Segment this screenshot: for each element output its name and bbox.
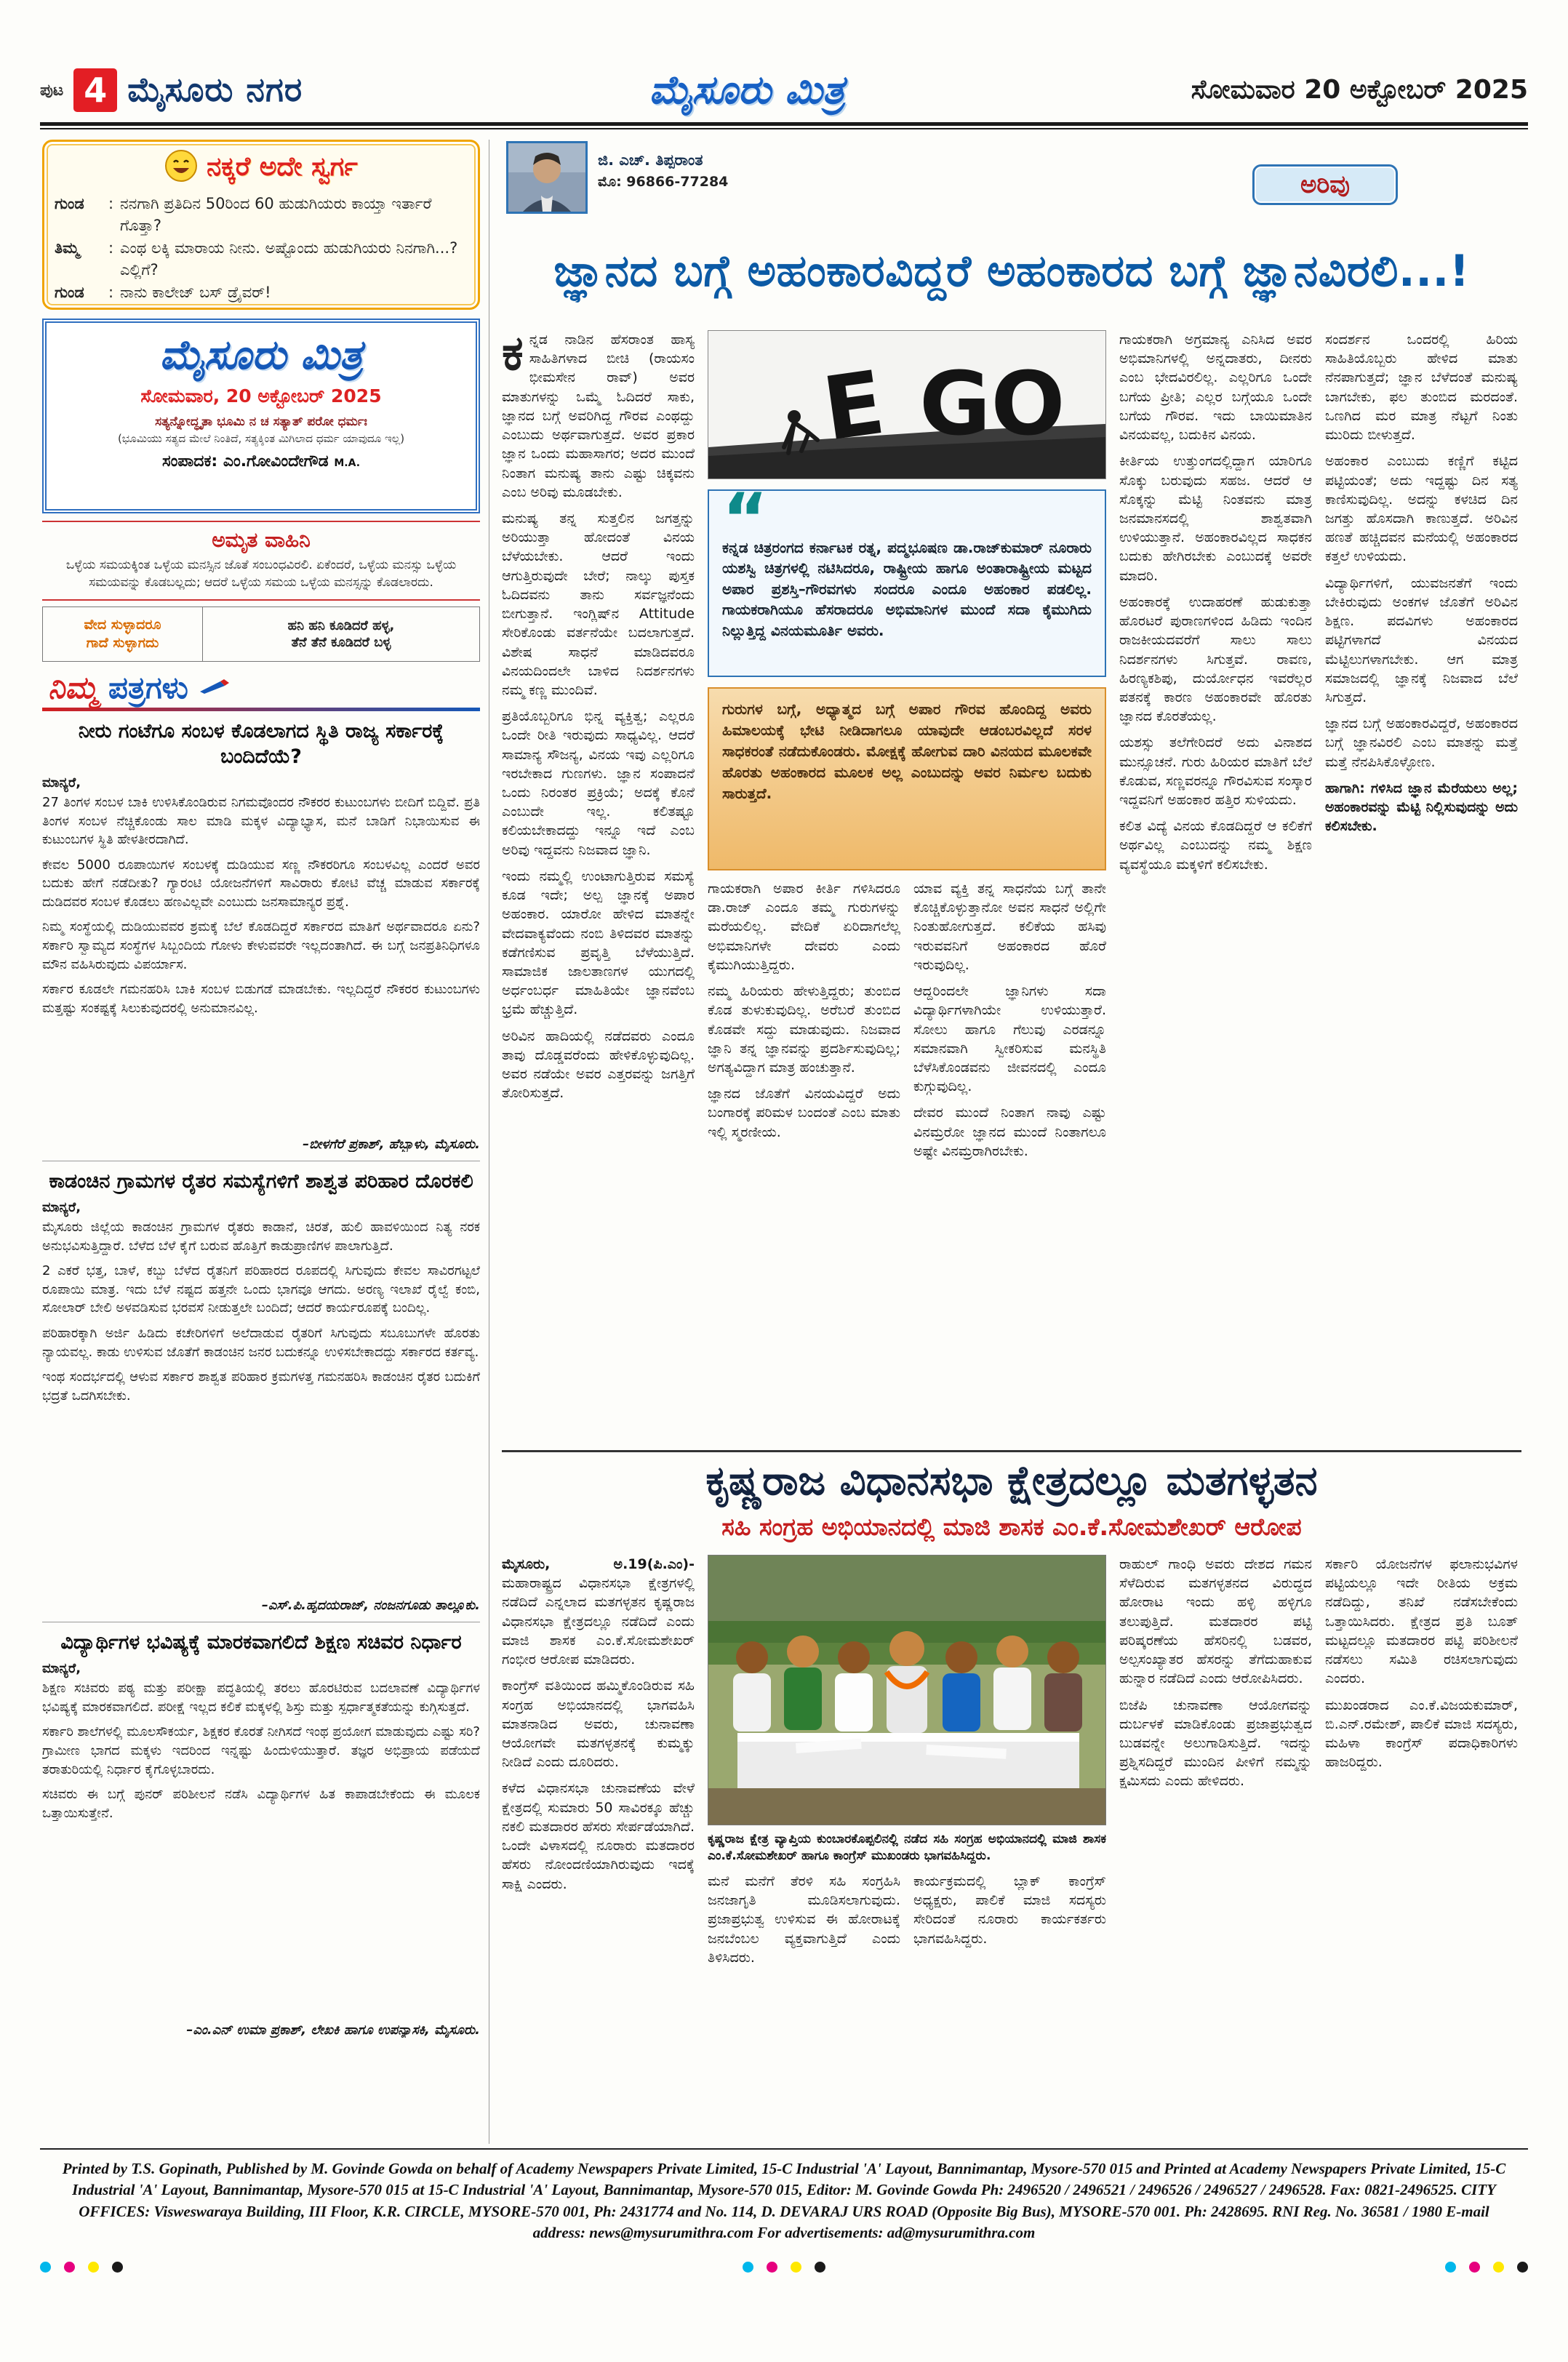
body-paragraph: ಅಹಂಕಾರ ಎಂಬುದು ಕಣ್ಣಿಗೆ ಕಟ್ಟಿದ ಪಟ್ಟಿಯಂತೆ; ಅದು ಇದ್ದಷ್ಟು ದಿನ ಸತ್ಯ ಕಾಣಿಸುವುದಿಲ್ಲ. ಅದನ್ನು ಕಳಚಿದ ದಿನ ಜಗತ್ತು ಹೊಸದಾಗಿ ಕಾಣುತ್ತದೆ. ಅರಿವಿನ ಹಣತೆ ಹಚ್ಚಿದವನ ಮನೆಯಲ್ಲಿ ಅಹಂಕಾರದ ಕತ್ತಲೆ ಉಳಿಯದು. (1325, 453, 1518, 565)
joke-text: ನಾನು ಕಾಲೇಜ್ ಬಸ್ ಡ್ರೈವರ್! (120, 283, 271, 301)
vote-column-2 (708, 1872, 900, 2090)
registration-dot (64, 2262, 75, 2273)
vote-article-subhead: ಸಹಿ ಸಂಗ್ರಹ ಅಭಿಯಾನದಲ್ಲಿ ಮಾಜಿ ಶಾಸಕ ಎಂ.ಕೆ.ಸೋಮಶೇಖರ್ ಆರೋಪ (721, 1513, 1302, 1541)
header-rule (40, 122, 1528, 129)
vote-column-5 (1325, 1555, 1518, 2137)
registration-dot (112, 2262, 123, 2273)
joke-speaker: ತಿಮ್ಮ (55, 239, 79, 257)
body-paragraph: ವಿದ್ಯಾರ್ಥಿಗಳಿಗೆ, ಯುವಜನತೆಗೆ ಇಂದು ಬೇಕಿರುವುದು ಅಂಕಗಳ ಜೊತೆಗೆ ಅರಿವಿನ ಶಿಕ್ಷಣ. ಪದವಿಗಳು ಅಹಂಕಾರದ ಪಟ್ಟಿಗಳಾಗದೆ ವಿನಯದ ಮೆಟ್ಟಿಲುಗಳಾಗಬೇಕು. ಆಗ ಮಾತ್ರ ಸಮಾಜದಲ್ಲಿ ಜ್ಞಾನಕ್ಕೆ ನಿಜವಾದ ಬೆಲೆ ಸಿಗುತ್ತದೆ. (1325, 575, 1518, 705)
joke-speaker: ಗುಂಡ (55, 283, 84, 301)
amruta-vahini-box (42, 521, 480, 601)
letter-salutation: ಮಾನ್ಯರೆ, (42, 1661, 81, 1677)
article-column-2 (708, 879, 900, 1443)
body-paragraph: ಪರಿಹಾರಕ್ಕಾಗಿ ಅರ್ಜಿ ಹಿಡಿದು ಕಚೇರಿಗಳಿಗೆ ಅಲೆದಾಡುವ ರೈತರಿಗೆ ಸಿಗುವುದು ಸಬೂಬುಗಳೇ ಹೊರತು ನ್ಯಾಯವಲ್ಲ. ಕಾಡು ಉಳಿಸುವ ಜೊತೆಗೆ ಕಾಡಂಚಿನ ಜನರ ಬದುಕನ್ನೂ ಉಳಿಸಬೇಕಾದದ್ದು ಸರ್ಕಾರದ ಕರ್ತವ್ಯ. (42, 1326, 480, 1360)
vote-article-headline: ಕೃಷ್ಣರಾಜ ವಿಧಾನಸಭಾ ಕ್ಷೇತ್ರದಲ್ಲೂ ಮತಗಳ್ಳತನ (705, 1457, 1318, 1505)
body-paragraph: ಯಶಸ್ಸು ತಲೆಗೇರಿದರೆ ಅದು ವಿನಾಶದ ಮುನ್ಸೂಚನೆ. ಗುರು ಹಿರಿಯರ ಮಾತಿಗೆ ಬೆಲೆ ಕೊಡುವ, ಸಣ್ಣವರನ್ನೂ ಗೌರವಿಸುವ ಸಂಸ್ಕಾರ ಇದ್ದವನಿಗೆ ಅಹಂಕಾರ ಹತ್ತಿರ ಸುಳಿಯದು. (1119, 734, 1312, 809)
header-left (40, 68, 303, 112)
registration-dot (1445, 2262, 1456, 2273)
body-paragraph: ಸರ್ಕಾರ ಕೂಡಲೇ ಗಮನಹರಿಸಿ ಬಾಕಿ ಸಂಬಳ ಬಿಡುಗಡೆ ಮಾಡಬೇಕು. ಇಲ್ಲದಿದ್ದರೆ ನೌಕರರ ಕುಟುಂಬಗಳು ಮತ್ತಷ್ಟು ಸಂಕಷ್ಟಕ್ಕೆ ಸಿಲುಕುವುದರಲ್ಲಿ ಅನುಮಾನವಿಲ್ಲ. (42, 982, 480, 1016)
body-paragraph: ಕಾಂಗ್ರೆಸ್ ವತಿಯಿಂದ ಹಮ್ಮಿಕೊಂಡಿರುವ ಸಹಿ ಸಂಗ್ರಹ ಅಭಿಯಾನದಲ್ಲಿ ಭಾಗವಹಿಸಿ ಮಾತನಾಡಿದ ಅವರು, ಚುನಾವಣಾ ಆಯೋಗವೇ ಮತಗಳ್ಳತನಕ್ಕೆ ಕುಮ್ಮಕ್ಕು ನೀಡಿದೆ ಎಂದು ದೂರಿದರು. (502, 1678, 695, 1771)
body-paragraph: ಸಂದರ್ಶನ ಒಂದರಲ್ಲಿ ಹಿರಿಯ ಸಾಹಿತಿಯೊಬ್ಬರು ಹೇಳಿದ ಮಾತು ನೆನಪಾಗುತ್ತದೆ; ಜ್ಞಾನ ಬೆಳೆದಂತೆ ಮನುಷ್ಯ ಬಾಗಬೇಕು, ಫಲ ತುಂಬಿದ ಮರದಂತೆ. ಒಣಗಿದ ಮರ ಮಾತ್ರ ನೆಟ್ಟಗೆ ನಿಂತು ಮುರಿದು ಬೀಳುತ್ತದೆ. (1325, 332, 1518, 444)
body-paragraph: ಶಿಕ್ಷಣ ಸಚಿವರು ಪಠ್ಯ ಮತ್ತು ಪರೀಕ್ಷಾ ಪದ್ಧತಿಯಲ್ಲಿ ತರಲು ಹೊರಟಿರುವ ಬದಲಾವಣೆ ವಿದ್ಯಾರ್ಥಿಗಳ ಭವಿಷ್ಯಕ್ಕೆ ಮಾರಕವಾಗಲಿದೆ. ಪರೀಕ್ಷೆ ಇಲ್ಲದ ಕಲಿಕೆ ಮಕ್ಕಳಲ್ಲಿ ಶಿಸ್ತು ಮತ್ತು ಸ್ಪರ್ಧಾತ್ಮಕತೆಯನ್ನು ಕುಗ್ಗಿಸುತ್ತದೆ. (42, 1681, 480, 1715)
editor-degree: M.A. (334, 457, 361, 469)
author-meta (598, 141, 728, 190)
body-paragraph: ಕೀರ್ತಿಯ ಉತ್ತುಂಗದಲ್ಲಿದ್ದಾಗ ಯಾರಿಗೂ ಸೊಕ್ಕು ಬರುವುದು ಸಹಜ. ಆದರೆ ಆ ಸೊಕ್ಕನ್ನು ಮೆಟ್ಟಿ ನಿಂತವನು ಮಾತ್ರ ಜನಮಾನಸದಲ್ಲಿ ಶಾಶ್ವತವಾಗಿ ಉಳಿಯುತ್ತಾನೆ. ಅಹಂಕಾರವಿಲ್ಲದ ಸಾಧಕನ ಬದುಕು ಹೇಗಿರಬೇಕು ಎಂಬುದಕ್ಕೆ ಅವರೇ ಮಾದರಿ. (1119, 453, 1312, 584)
letter-body (42, 793, 480, 1135)
masthead-box (42, 319, 480, 513)
pull-quote-box (708, 489, 1106, 677)
letter-title: ವಿದ್ಯಾರ್ಥಿಗಳ ಭವಿಷ್ಯಕ್ಕೆ ಮಾರಕವಾಗಲಿದೆ ಶಿಕ್ಷಣ ಸಚಿವರ ನಿರ್ಧಾರ (60, 1631, 462, 1654)
letter-title: ಕಾಡಂಚಿನ ಗ್ರಾಮಗಳ ರೈತರ ಸಮಸ್ಯೆಗಳಿಗೆ ಶಾಶ್ವತ ಪರಿಹಾರ ದೊರಕಲಿ (49, 1170, 473, 1193)
body-paragraph: ಪ್ರತಿಯೊಬ್ಬರಿಗೂ ಭಿನ್ನ ವ್ಯಕ್ತಿತ್ವ; ಎಲ್ಲರೂ ಒಂದೇ ರೀತಿ ಇರುವುದು ಸಾಧ್ಯವಿಲ್ಲ. ಆದರೆ ಸಾಮಾನ್ಯ ಸೌಜನ್ಯ, ವಿನಯ ಇವು ಎಲ್ಲರಿಗೂ ಇರಬೇಕಾದ ಗುಣಗಳು. ಜ್ಞಾನ ಸಂಪಾದನೆ ಒಂದು ನಿರಂತರ ಪ್ರಕ್ರಿಯೆ; ಅದಕ್ಕೆ ಕೊನೆ ಎಂಬುದೇ ಇಲ್ಲ. ಕಲಿತಷ್ಟೂ ಕಲಿಯಬೇಕಾದದ್ದು ಇನ್ನೂ ಇದೆ ಎಂಬ ಅರಿವು ಇದ್ದವನು ನಿಜವಾದ ಜ್ಞಾನಿ. (502, 708, 695, 858)
proverb-rubric-line1: ವೇದ ಸುಳ್ಳಾದರೂ (84, 617, 161, 633)
article-column-5-paras (1325, 330, 1518, 772)
article-column-5 (1325, 330, 1518, 1449)
letter-signature: –ಎಂ.ಎನ್ ಉಮಾ ಪ್ರಕಾಶ್, ಲೇಖಕಿ ಹಾಗೂ ಉಪನ್ಯಾಸಕಿ, ಮೈಸೂರು. (186, 2022, 480, 2038)
joke-line (55, 237, 468, 281)
quote-icon: “ (722, 489, 769, 560)
vote-article-body (502, 1555, 1521, 2137)
imprint-block (55, 2158, 1513, 2244)
editor-name: ಸಂಪಾದಕ: ಎಂ.ಗೋವಿಂದೇಗೌಡ (161, 452, 329, 471)
humor-title-row (55, 149, 468, 185)
pen-ic (199, 678, 232, 697)
letter-title: ನೀರು ಗಂಟೆಗೂ ಸಂಬಳ ಕೊಡಲಾಗದ ಸ್ಥಿತಿ ರಾಜ್ಯ ಸರ್ಕಾರಕ್ಕೆ ಬಂದಿದೆಯೆ? (78, 720, 444, 769)
article-column-4 (1119, 330, 1312, 1449)
paper-logo: ಮೈಸೂರು ಮಿತ್ರ (649, 67, 845, 113)
article-column-1 (502, 330, 695, 1449)
body-paragraph: ಕೇವಲ 5000 ರೂಪಾಯಿಗಳ ಸಂಬಳಕ್ಕೆ ದುಡಿಯುವ ಸಣ್ಣ ನೌಕರರಿಗೂ ಸಂಬಳವಿಲ್ಲ ಎಂದರೆ ಅವರ ಬದುಕು ಹೇಗೆ ನಡೆದೀತು? ಗ್ಯಾರಂಟಿ ಯೋಜನೆಗಳಿಗೆ ಸಾವಿರಾರು ಕೋಟಿ ವೆಚ್ಚ ಮಾಡುವ ಸರ್ಕಾರಕ್ಕೆ ದುಡಿದವರ ಸಂಬಳ ಕೊಡಲು ಹಣವಿಲ್ಲವೇ ಎಂಬುದು ಜನಸಾಮಾನ್ಯರ ಪ್ರಶ್ನೆ. (42, 857, 480, 910)
proverb-rubric (43, 607, 203, 661)
letter-body (42, 1679, 480, 2021)
body-paragraph: ಅಹಂಕಾರಕ್ಕೆ ಉದಾಹರಣೆ ಹುಡುಕುತ್ತಾ ಹೊರಟರೆ ಪುರಾಣಗಳಿಂದ ಹಿಡಿದು ಇಂದಿನ ರಾಜಕೀಯದವರೆಗೆ ಸಾಲು ಸಾಲು ನಿದರ್ಶನಗಳು ಸಿಗುತ್ತವೆ. ರಾವಣ, ಹಿರಣ್ಯಕಶಿಪು, ದುರ್ಯೋಧನ ಇವರೆಲ್ಲರ ಪತನಕ್ಕೆ ಕಾರಣ ಅಹಂಕಾರವೇ ಹೊರತು ಜ್ಞಾನದ ಕೊರತೆಯಲ್ಲ. (1119, 593, 1312, 725)
lead-text: ಮಹಾರಾಷ್ಟ್ರದ ವಿಧಾನಸಭಾ ಕ್ಷೇತ್ರಗಳಲ್ಲಿ ನಡೆದಿದೆ ಎನ್ನಲಾದ ಮತಗಳ್ಳತನ ಕೃಷ್ಣರಾಜ ವಿಧಾನಸಭಾ ಕ್ಷೇತ್ರದಲ್ಲೂ ನಡೆದಿದೆ ಎಂದು ಮಾಜಿ ಶಾಸಕ ಎಂ.ಕೆ.ಸೋಮಶೇಖರ್ ಗಂಭೀರ ಆರೋಪ ಮಾಡಿದರು. (502, 1575, 695, 1668)
body-paragraph: ಕಾರ್ಯಕ್ರಮದಲ್ಲಿ ಬ್ಲಾಕ್ ಕಾಂಗ್ರೆಸ್ ಅಧ್ಯಕ್ಷರು, ಪಾಲಿಕೆ ಮಾಜಿ ಸದಸ್ಯರು ಸೇರಿದಂತೆ ನೂರಾರು ಕಾರ್ಯಕರ್ತರು ಭಾಗವಹಿಸಿದ್ದರು. (913, 1873, 1106, 1947)
masthead-editor (54, 452, 468, 471)
article-tail: ಹಾಗಾಗಿ: ಗಳಿಸಿದ ಜ್ಞಾನ ಮೆರೆಯಲು ಅಲ್ಲ; ಅಹಂಕಾರವನ್ನು ಮೆಟ್ಟಿ ನಿಲ್ಲಿಸುವುದನ್ನು ಅದು ಕಲಿಸಬೇಕು. (1325, 780, 1518, 835)
body-paragraph: ಆದ್ದರಿಂದಲೇ ಜ್ಞಾನಿಗಳು ಸದಾ ವಿದ್ಯಾರ್ಥಿಗಳಾಗಿಯೇ ಉಳಿಯುತ್ತಾರೆ. ಸೋಲು ಹಾಗೂ ಗೆಲುವು ಎರಡನ್ನೂ ಸಮಾನವಾಗಿ ಸ್ವೀಕರಿಸುವ ಮನಸ್ಥಿತಿ ಬೆಳೆಸಿಕೊಂಡವನು ಜೀವನದಲ್ಲಿ ಎಂದೂ ಕುಗ್ಗುವುದಿಲ್ಲ. (913, 983, 1106, 1095)
article-divider-rule (502, 1450, 1521, 1452)
body-paragraph: ರಾಹುಲ್ ಗಾಂಧಿ ಅವರು ದೇಶದ ಗಮನ ಸೆಳೆದಿರುವ ಮತಗಳ್ಳತನದ ವಿರುದ್ಧದ ಹೋರಾಟ ಇಂದು ಹಳ್ಳಿ ಹಳ್ಳಿಗೂ ತಲುಪುತ್ತಿದೆ. ಮತದಾರರ ಪಟ್ಟಿ ಪರಿಷ್ಕರಣೆಯ ಹೆಸರಿನಲ್ಲಿ ಬಡವರ, ಅಲ್ಪಸಂಖ್ಯಾತರ ಹೆಸರನ್ನು ತೆಗೆದುಹಾಕುವ ಹುನ್ನಾರ ನಡೆದಿದೆ ಎಂದು ಆರೋಪಿಸಿದರು. (1119, 1556, 1312, 1687)
body-paragraph: ಬಿಜೆಪಿ ಚುನಾವಣಾ ಆಯೋಗವನ್ನು ದುರ್ಬಳಕೆ ಮಾಡಿಕೊಂಡು ಪ್ರಜಾಪ್ರಭುತ್ವದ ಬುಡವನ್ನೇ ಅಲುಗಾಡಿಸುತ್ತಿದೆ. ಇದನ್ನು ಪ್ರಶ್ನಿಸದಿದ್ದರೆ ಮುಂದಿನ ಪೀಳಿಗೆ ನಮ್ಮನ್ನು ಕ್ಷಮಿಸದು ಎಂದು ಹೇಳಿದರು. (1119, 1697, 1312, 1790)
body-paragraph: ನಿಮ್ಮ ಸಂಸ್ಥೆಯಲ್ಲಿ ದುಡಿಯುವವರ ಶ್ರಮಕ್ಕೆ ಬೆಲೆ ಕೊಡದಿದ್ದರೆ ಸರ್ಕಾರದ ಮಾತಿಗೆ ಅರ್ಥವಾದರೂ ಏನು? ಸರ್ಕಾರಿ ಸ್ವಾಮ್ಯದ ಸಂಸ್ಥೆಗಳ ಸಿಬ್ಬಂದಿಯ ಗೋಳು ಕೇಳುವವರೇ ಇಲ್ಲದಂತಾಗಿದೆ. ಈ ಬಗ್ಗೆ ಜನಪ್ರತಿನಿಧಿಗಳೂ ಮೌನ ವಹಿಸಿರುವುದು ವಿಪರ್ಯಾಸ. (42, 919, 480, 972)
proverb-rubric-line2: ಗಾದೆ ಸುಳ್ಳಾಗದು (86, 635, 159, 651)
letters-header-word1: ನಿಮ್ಮ (48, 669, 99, 705)
proverb-strip (42, 606, 480, 662)
body-paragraph: 27 ತಿಂಗಳ ಸಂಬಳ ಬಾಕಿ ಉಳಿಸಿಕೊಂಡಿರುವ ನಿಗಮವೊಂದರ ನೌಕರರ ಕುಟುಂಬಗಳು ಬೀದಿಗೆ ಬಿದ್ದಿವೆ. ಪ್ರತಿ ತಿಂಗಳ ಸಂಬಳ ನೆಚ್ಚಿಕೊಂಡು ಸಾಲ ಮಾಡಿ ಮಕ್ಕಳ ವಿದ್ಯಾಭ್ಯಾಸ, ಮನೆ ಬಾಡಿಗೆ ನಿಭಾಯಿಸುವ ಈ ಕುಟುಂಬಗಳ ಸ್ಥಿತಿ ಹೇಳತೀರದಾಗಿದೆ. (42, 795, 480, 848)
letter-to-editor (42, 1630, 480, 2038)
joke-colon: : (108, 195, 114, 212)
joke-speaker: ಗುಂಡ (55, 195, 84, 212)
masthead-shloka: ಸತ್ಯನ್ನೋದ್ಧೃತಾ ಭೂಮಿ ನ ಚ ಸತ್ಯಾತ್ ಪರೋ ಧರ್ಮಃ (155, 415, 367, 429)
humor-title: ನಕ್ಕರೆ ಅದೇ ಸ್ವರ್ಗ (207, 152, 358, 182)
masthead-date: ಸೋಮವಾರ, 20 ಅಕ್ಟೋಬರ್ 2025 (140, 385, 382, 407)
joke-line (55, 193, 468, 237)
body-paragraph: ನಮ್ಮ ಹಿರಿಯರು ಹೇಳುತ್ತಿದ್ದರು; ತುಂಬಿದ ಕೊಡ ತುಳುಕುವುದಿಲ್ಲ. ಅರೆಬರೆ ತುಂಬಿದ ಕೊಡವೇ ಸದ್ದು ಮಾಡುವುದು. ನಿಜವಾದ ಜ್ಞಾನಿ ತನ್ನ ಜ್ಞಾನವನ್ನು ಪ್ರದರ್ಶಿಸುವುದಿಲ್ಲ; ಅಗತ್ಯವಿದ್ದಾಗ ಮಾತ್ರ ಹಂಚುತ್ತಾನೆ. (708, 983, 900, 1076)
registration-dots-right (1445, 2262, 1528, 2273)
registration-dot (743, 2262, 753, 2273)
dateline: ಮೈಸೂರು, ಅ.19(ಪಿ.ಎಂ)- (502, 1556, 695, 1572)
vote-column-1-paras (502, 1676, 695, 1893)
masthead-shloka-meaning: (ಭೂಮಿಯು ಸತ್ಯದ ಮೇಲೆ ನಿಂತಿದೆ, ಸತ್ಯಕ್ಕಿಂತ ಮಿಗಿಲಾದ ಧರ್ಮ ಯಾವುದೂ ಇಲ್ಲ) (117, 432, 405, 445)
registration-dot (88, 2262, 99, 2273)
byline-block (506, 141, 728, 214)
joke-text: ಎಂಥ ಲಕ್ಕಿ ಮಾರಾಯ ನೀನು. ಅಷ್ಟೊಂದು ಹುಡುಗಿಯರು ನಿನಗಾಗಿ...? ಎಲ್ಲಿಗೆ? (120, 239, 458, 279)
body-paragraph: ಜ್ಞಾನದ ಜೊತೆಗೆ ವಿನಯವಿದ್ದರೆ ಅದು ಬಂಗಾರಕ್ಕೆ ಪರಿಮಳ ಬಂದಂತೆ ಎಂಬ ಮಾತು ಇಲ್ಲಿ ಸ್ಮರಣೀಯ. (708, 1086, 900, 1140)
body-paragraph: ಸರ್ಕಾರಿ ಯೋಜನೆಗಳ ಫಲಾನುಭವಿಗಳ ಪಟ್ಟಿಯಲ್ಲೂ ಇದೇ ರೀತಿಯ ಅಕ್ರಮ ನಡೆದಿದ್ದು, ತನಿಖೆ ನಡೆಸಬೇಕೆಂದು ಒತ್ತಾಯಿಸಿದರು. ಕ್ಷೇತ್ರದ ಪ್ರತಿ ಬೂತ್ ಮಟ್ಟದಲ್ಲೂ ಮತದಾರರ ಪಟ್ಟಿ ಪರಿಶೀಲನೆ ನಡೆಸಲು ಸಮಿತಿ ರಚಿಸಲಾಗುವುದು ಎಂದರು. (1325, 1556, 1518, 1687)
body-paragraph: ಕಳೆದ ವಿಧಾನಸಭಾ ಚುನಾವಣೆಯ ವೇಳೆ ಕ್ಷೇತ್ರದಲ್ಲಿ ಸುಮಾರು 50 ಸಾವಿರಕ್ಕೂ ಹೆಚ್ಚು ನಕಲಿ ಮತದಾರರ ಹೆಸರು ಸೇರ್ಪಡೆಯಾಗಿದೆ. ಒಂದೇ ವಿಳಾಸದಲ್ಲಿ ನೂರಾರು ಮತದಾರರ ಹೆಸರು ನೋಂದಣಿಯಾಗಿರುವುದು ಇದಕ್ಕೆ ಸಾಕ್ಷಿ ಎಂದರು. (502, 1780, 695, 1892)
arivu-badge-label: ಅರಿವು (1300, 170, 1351, 199)
body-paragraph: ಜ್ಞಾನದ ಬಗ್ಗೆ ಅಹಂಕಾರವಿದ್ದರೆ, ಅಹಂಕಾರದ ಬಗ್ಗೆ ಜ್ಞಾನವಿರಲಿ ಎಂಬ ಮಾತನ್ನು ಮತ್ತೆ ಮತ್ತೆ ನೆನಪಿಸಿಕೊಳ್ಳೋಣ. (1325, 716, 1518, 770)
proverb-line2: ತೆನೆ ತೆನೆ ಕೂಡಿದರೆ ಬಳ್ಳ (291, 635, 391, 650)
author-phone: ಮೊ: 96866-77284 (598, 174, 729, 190)
joke-colon: : (108, 283, 114, 301)
body-paragraph: ಸರ್ಕಾರಿ ಶಾಲೆಗಳಲ್ಲಿ ಮೂಲಸೌಕರ್ಯ, ಶಿಕ್ಷಕರ ಕೊರತೆ ನೀಗಿಸದೆ ಇಂಥ ಪ್ರಯೋಗ ಮಾಡುವುದು ಎಷ್ಟು ಸರಿ? ಗ್ರಾಮೀಣ ಭಾಗದ ಮಕ್ಕಳು ಇದರಿಂದ ಇನ್ನಷ್ಟು ಹಿಂದುಳಿಯುತ್ತಾರೆ. ತಜ್ಞರ ಅಭಿಪ್ರಾಯ ಪಡೆಯದೆ ತರಾತುರಿಯಲ್ಲಿ ನಿರ್ಧಾರ ಕೈಗೊಳ್ಳಬಾರದು. (42, 1724, 480, 1777)
page-number-badge: 4 (73, 68, 117, 112)
page-label: ಪುಟ (40, 81, 64, 100)
joke-text: ನನಗಾಗಿ ಪ್ರತಿದಿನ 50ರಿಂದ 60 ಹುಡುಗಿಯರು ಕಾಯ್ತಾ ಇರ್ತಾರೆ ಗೊತ್ತಾ? (120, 195, 432, 235)
edition-date: ಸೋಮವಾರ 20 ಅಕ್ಟೋಬರ್ 2025 (1191, 75, 1528, 105)
left-column (42, 140, 480, 2038)
laugh-icon (164, 149, 198, 185)
masthead-logo: ಮೈಸೂರು ಮಿತ್ರ (159, 332, 363, 379)
registration-marks-row (40, 2262, 1528, 2273)
vote-center-columns (708, 1872, 1106, 2090)
body-paragraph: ಕಲಿತ ವಿದ್ಯೆ ವಿನಯ ಕೊಡದಿದ್ದರೆ ಆ ಕಲಿಕೆಗೆ ಅರ್ಥವಿಲ್ಲ ಎಂಬುದನ್ನು ನಮ್ಮ ಶಿಕ್ಷಣ ವ್ಯವಸ್ಥೆಯೂ ಮಕ್ಕಳಿಗೆ ಕಲಿಸಬೇಕು. (1119, 818, 1312, 873)
footer-rule (40, 2148, 1528, 2150)
vote-column-3 (913, 1872, 1106, 2090)
letter-signature: –ಬೀಳಗೆರೆ ಪ್ರಕಾಶ್, ಹೆಬ್ಬಾಳು, ಮೈಸೂರು. (303, 1137, 480, 1153)
highlight-box (708, 687, 1106, 870)
letter-to-editor (42, 1169, 480, 1613)
body-paragraph: ಇಂದು ನಮ್ಮಲ್ಲಿ ಉಂಟಾಗುತ್ತಿರುವ ಸಮಸ್ಯೆ ಕೂಡ ಇದೇ; ಅಲ್ಪ ಜ್ಞಾನಕ್ಕೆ ಅಪಾರ ಅಹಂಕಾರ. ಯಾರೋ ಹೇಳಿದ ಮಾತನ್ನೇ ವೇದವಾಕ್ಯವೆಂದು ನಂಬಿ ತಿಳಿದವರ ಮಾತನ್ನು ಕಡೆಗಣಿಸುವ ಪ್ರವೃತ್ತಿ ಬೆಳೆಯುತ್ತಿದೆ. ಸಾಮಾಜಿಕ ಜಾಲತಾಣಗಳ ಯುಗದಲ್ಲಿ ಅರ್ಧಂಬರ್ಧ ಮಾಹಿತಿಯೇ ಜ್ಞಾನವೆಂಬ ಭ್ರಮೆ ಹೆಚ್ಚುತ್ತಿದೆ. (502, 868, 695, 1018)
body-paragraph: ಗಾಯಕರಾಗಿ ಅಪಾರ ಕೀರ್ತಿ ಗಳಿಸಿದರೂ ಡಾ.ರಾಜ್ ಎಂದೂ ತಮ್ಮ ಗುರುಗಳನ್ನು ಮರೆಯಲಿಲ್ಲ. ವೇದಿಕೆ ಏರಿದಾಗಲೆಲ್ಲ ಅಭಿಮಾನಿಗಳೇ ದೇವರು ಎಂದು ಕೈಮುಗಿಯುತ್ತಿದ್ದರು. (708, 881, 900, 973)
photo-caption: ಕೃಷ್ಣರಾಜ ಕ್ಷೇತ್ರ ವ್ಯಾಪ್ತಿಯ ಕುಂಬಾರಕೊಪ್ಪಲಿನಲ್ಲಿ ನಡೆದ ಸಹಿ ಸಂಗ್ರಹ ಅಭಿಯಾನದಲ್ಲಿ ಮಾಜಿ ಶಾಸಕ ಎಂ.ಕೆ.ಸೋಮಶೇಖರ್ ಹಾಗೂ ಕಾಂಗ್ರೆಸ್ ಮುಖಂಡರು ಭಾಗವಹಿಸಿದ್ದರು. (708, 1832, 1106, 1863)
registration-dots-left (40, 2262, 123, 2273)
highlight-text: ಗುರುಗಳ ಬಗ್ಗೆ, ಅಧ್ಯಾತ್ಮದ ಬಗ್ಗೆ ಅಪಾರ ಗೌರವ ಹೊಂದಿದ್ದ ಅವರು ಹಿಮಾಲಯಕ್ಕೆ ಭೇಟಿ ನೀಡಿದಾಗಲೂ ಯಾವುದೇ ಆಡಂಬರವಿಲ್ಲದೆ ಸರಳ ಸಾಧಕರಂತೆ ನಡೆದುಕೊಂಡರು. ಮೋಕ್ಷಕ್ಕೆ ಹೋಗುವ ದಾರಿ ವಿನಯದ ಮೂಲಕವೇ ಹೊರತು ಅಹಂಕಾರದ ಮೂಲಕ ಅಲ್ಲ ಎಂಬುದನ್ನು ಅವರ ನಿರ್ಮಲ ಬದುಕು ಸಾರುತ್ತದೆ. (722, 700, 1092, 802)
body-paragraph: 2 ಎಕರೆ ಭತ್ತ, ಬಾಳೆ, ಕಬ್ಬು ಬೆಳೆದ ರೈತನಿಗೆ ಪರಿಹಾರದ ರೂಪದಲ್ಲಿ ಸಿಗುವುದು ಕೇವಲ ಸಾವಿರಗಟ್ಟಲೆ ರೂಪಾಯಿ ಮಾತ್ರ. ಇದು ಬೆಳೆ ನಷ್ಟದ ಹತ್ತನೇ ಒಂದು ಭಾಗವೂ ಆಗದು. ಅರಣ್ಯ ಇಲಾಖೆ ರೈಲ್ವೆ ಕಂಬಿ, ಸೋಲಾರ್ ಬೇಲಿ ಅಳವಡಿಸುವ ಭರವಸೆ ನೀಡುತ್ತಲೇ ಬಂದಿದೆ; ಆದರೆ ಕಾರ್ಯರೂಪಕ್ಕೆ ಬಂದಿಲ್ಲ. (42, 1263, 480, 1316)
body-paragraph: ಮನುಷ್ಯ ತನ್ನ ಸುತ್ತಲಿನ ಜಗತ್ತನ್ನು ಅರಿಯುತ್ತಾ ಹೋದಂತೆ ವಿನಯ ಬೆಳೆಯಬೇಕು. ಆದರೆ ಇಂದು ಆಗುತ್ತಿರುವುದೇ ಬೇರೆ; ನಾಲ್ಕು ಪುಸ್ತಕ ಓದಿದವನು ತಾನು ಸರ್ವಜ್ಞನೆಂದು ಬೀಗುತ್ತಾನೆ. ಇಂಗ್ಲಿಷ್‌ನ Attitude ಸೇರಿಕೊಂಡು ವರ್ತನೆಯೇ ಬದಲಾಗುತ್ತದೆ. ವಿಶೇಷ ಸಾಧನೆ ಮಾಡಿದವರೂ ವಿನಯದಿಂದಲೇ ಬಾಳಿದ ನಿದರ್ಶನಗಳು ನಮ್ಮ ಕಣ್ಣ ಮುಂದಿವೆ. (502, 510, 695, 698)
body-paragraph: ಇಂಥ ಸಂದರ್ಭದಲ್ಲಿ ಆಳುವ ಸರ್ಕಾರ ಶಾಶ್ವತ ಪರಿಹಾರ ಕ್ರಮಗಳತ್ತ ಗಮನಹರಿಸಿ ಕಾಡಂಚಿನ ರೈತರ ಬದುಕಿಗೆ ಭದ್ರತೆ ಒದಗಿಸಬೇಕು. (42, 1369, 480, 1404)
letters-section-header (42, 670, 480, 711)
letter-to-editor (42, 718, 480, 1152)
joke-line (55, 281, 468, 303)
main-article-body (502, 330, 1521, 1449)
vote-theft-article (502, 1457, 1521, 2144)
section-title: ಮೈಸೂರು ನಗರ (127, 70, 303, 109)
body-paragraph: ಕನ್ನಡ ನಾಡಿನ ಹೆಸರಾಂತ ಹಾಸ್ಯ ಸಾಹಿತಿಗಳಾದ ಬೀಚಿ (ರಾಯಸಂ ಭೀಮಸೇನ ರಾವ್) ಅವರ ಮಾತುಗಳನ್ನು ಒಮ್ಮೆ ಓದಿದರೆ ಸಾಕು, ಜ್ಞಾನದ ಬಗ್ಗೆ ಅವರಿಗಿದ್ದ ಗೌರವ ಎಂಥದ್ದು ಎಂಬುದು ಅರ್ಥವಾಗುತ್ತದೆ. ಅವರ ಪ್ರಕಾರ ಜ್ಞಾನ ಒಂದು ಮಹಾಸಾಗರ; ಅದರ ಮುಂದೆ ನಿಂತಾಗ ಮನುಷ್ಯ ತಾನು ಎಷ್ಟು ಚಿಕ್ಕವನು ಎಂಬ ಅರಿವು ಮೂಡಬೇಕು. (502, 330, 695, 500)
body-paragraph: ಮನೆ ಮನೆಗೆ ತೆರಳಿ ಸಹಿ ಸಂಗ್ರಹಿಸಿ ಜನಜಾಗೃತಿ ಮೂಡಿಸಲಾಗುವುದು. ಪ್ರಜಾಪ್ರಭುತ್ವ ಉಳಿಸುವ ಈ ಹೋರಾಟಕ್ಕೆ ಜನಬೆಂಬಲ ವ್ಯಕ್ತವಾಗುತ್ತಿದೆ ಎಂದು ತಿಳಿಸಿದರು. (708, 1873, 900, 1966)
vote-center-media (708, 1555, 1106, 2137)
joke-colon: : (108, 239, 114, 257)
pull-quote-text: ಕನ್ನಡ ಚಿತ್ರರಂಗದ ಕರ್ನಾಟಕ ರತ್ನ, ಪದ್ಮಭೂಷಣ ಡಾ.ರಾಜ್‌ಕುಮಾರ್ ನೂರಾರು ಯಶಸ್ವಿ ಚಿತ್ರಗಳಲ್ಲಿ ನಟಿಸಿದರೂ, ರಾಷ್ಟ್ರೀಯ ಹಾಗೂ ಅಂತಾರಾಷ್ಟ್ರೀಯ ಮಟ್ಟದ ಅಪಾರ ಪ್ರಶಸ್ತಿ–ಗೌರವಗಳು ಸಂದರೂ ಎಂದೂ ಅಹಂಕಾರ ಪಡಲಿಲ್ಲ. ಗಾಯಕರಾಗಿಯೂ ಹೆಸರಾದರೂ ಅಭಿಮಾನಿಗಳ ಮುಂದೆ ಸದಾ ಕೈಮುಗಿದು ನಿಲ್ಲುತ್ತಿದ್ದ ವಿನಯಮೂರ್ತಿ ಅವರು. (722, 539, 1092, 639)
lead-paragraph (502, 1555, 695, 1669)
body-paragraph: ಸಚಿವರು ಈ ಬಗ್ಗೆ ಪುನರ್ ಪರಿಶೀಲನೆ ನಡೆಸಿ ವಿದ್ಯಾರ್ಥಿಗಳ ಹಿತ ಕಾಪಾಡಬೇಕೆಂದು ಈ ಮೂಲಕ ಒತ್ತಾಯಿಸುತ್ತೇನೆ. (42, 1787, 480, 1821)
proverb-of-day (203, 607, 479, 661)
letter-salutation: ಮಾನ್ಯರೆ, (42, 775, 81, 791)
author-name: ಜಿ. ಎಚ್. ತಿಪ್ಪರಾಂತ (598, 151, 703, 169)
body-paragraph: ಮೈಸೂರು ಜಿಲ್ಲೆಯ ಕಾಡಂಚಿನ ಗ್ರಾಮಗಳ ರೈತರು ಕಾಡಾನೆ, ಚಿರತೆ, ಹುಲಿ ಹಾವಳಿಯಿಂದ ನಿತ್ಯ ನರಕ ಅನುಭವಿಸುತ್ತಿದ್ದಾರೆ. ಬೆಳೆದ ಬೆಳೆ ಕೈಗೆ ಬರುವ ಹೊತ್ತಿಗೆ ಕಾಡುಪ್ರಾಣಿಗಳ ಪಾಲಾಗುತ್ತಿದೆ. (42, 1220, 480, 1254)
center-text-columns (708, 879, 1106, 1443)
ego-illustration (708, 330, 1106, 479)
registration-dot (767, 2262, 777, 2273)
body-paragraph: ಯಾವ ವ್ಯಕ್ತಿ ತನ್ನ ಸಾಧನೆಯ ಬಗ್ಗೆ ತಾನೇ ಕೊಚ್ಚಿಕೊಳ್ಳುತ್ತಾನೋ ಅವನ ಸಾಧನೆ ಅಲ್ಲಿಗೇ ನಿಂತುಹೋಗುತ್ತದೆ. ಕಲಿಕೆಯ ಹಸಿವು ಇರುವವನಿಗೆ ಅಹಂಕಾರದ ಹೊರೆ ಇರುವುದಿಲ್ಲ. (913, 881, 1106, 973)
arivu-badge (1252, 164, 1398, 205)
imprint-line-2: Ph: 2496520 / 2496521 / 2496526 / 2496527 / 2496528. Fax: 0821-2496525. CITY OFFICES: Visweswaraya Building, III Floor, K.R. CIRCLE, MYSORE-570 001, Ph: 2431774 and No. 114, D. DEVARAJ URS ROAD (Opposite Big Bus), MYSORE-570 001. Ph: 2428695. RNI Reg. No. 36581 / 1980 E-mail address: news@mysurumithra.com For advertisements: ad@mysurumithra.com (79, 2181, 1496, 2242)
author-photo (506, 141, 588, 214)
main-article (502, 140, 1521, 1449)
registration-dot (40, 2262, 51, 2273)
body-paragraph: ಮುಖಂಡರಾದ ಎಂ.ಕೆ.ವಿಜಯಕುಮಾರ್, ಬಿ.ಎನ್.ರಮೇಶ್, ಪಾಲಿಕೆ ಮಾಜಿ ಸದಸ್ಯರು, ಮಹಿಳಾ ಕಾಂಗ್ರೆಸ್ ಪದಾಧಿಕಾರಿಗಳು ಹಾಜರಿದ್ದರು. (1325, 1697, 1518, 1771)
proverb-line1: ಹನಿ ಹನಿ ಕೂಡಿದರೆ ಹಳ್ಳ, (287, 617, 395, 633)
svg-text:E: E (817, 352, 891, 461)
vote-column-4 (1119, 1555, 1312, 2137)
svg-text:GO: GO (919, 354, 1065, 455)
registration-dot (1493, 2262, 1504, 2273)
letters-header-word2: ಪತ್ರಗಳು (108, 669, 188, 705)
body-paragraph: ಅರಿವಿನ ಹಾದಿಯಲ್ಲಿ ನಡೆದವರು ಎಂದೂ ತಾವು ದೊಡ್ಡವರೆಂದು ಹೇಳಿಕೊಳ್ಳುವುದಿಲ್ಲ. ಅವರ ನಡೆಯೇ ಅವರ ಎತ್ತರವನ್ನು ಜಗತ್ತಿಗೆ ತೋರಿಸುತ್ತದೆ. (502, 1028, 695, 1102)
main-headline: ಜ್ಞಾನದ ಬಗ್ಗೆ ಅಹಂಕಾರವಿದ್ದರೆ ಅಹಂಕಾರದ ಬಗ್ಗೆ ಜ್ಞಾನವಿರಲಿ...! (553, 246, 1470, 297)
registration-dots-center (743, 2262, 825, 2273)
vote-column-1 (502, 1555, 695, 2137)
amruta-title: ಅಮೃತ ವಾಹಿನಿ (212, 528, 311, 552)
article-column-3 (913, 879, 1106, 1443)
letter-salutation: ಮಾನ್ಯರೆ, (42, 1200, 81, 1216)
registration-dot (791, 2262, 801, 2273)
letter-body (42, 1218, 480, 1596)
registration-dot (1517, 2262, 1528, 2273)
amruta-text: ಒಳ್ಳೆಯ ಸಮಯಕ್ಕಿಂತ ಒಳ್ಳೆಯ ಮನಸ್ಸಿನ ಜೊತೆ ಸಂಬಂಧವಿರಲಿ. ಏಕೆಂದರೆ, ಒಳ್ಳೆಯ ಮನಸ್ಸು ಒಳ್ಳೆಯ ಸಮಯವನ್ನು ಕೊಡಬಲ್ಲದು; ಆದರೆ ಒಳ್ಳೆಯ ಸಮಯ ಒಳ್ಳೆಯ ಮನಸ್ಸನ್ನು ಕೊಡಲಾರದು. (65, 558, 457, 590)
joke-block (55, 193, 468, 303)
page-header (40, 61, 1528, 119)
imprint-line-1: Printed by T.S. Gopinath, Published by M. Govinde Gowda on behalf of Academy Newspapers Private Limited, 15-C Industrial 'A' Layout, Bannimantap, Mysore-570 015 and Printed at Academy Newspapers Private Limited, 15-C Industrial 'A' Layout, Bannimantap, Mysore-570 015 at 15-C Industrial 'A' Layout, Bannimantap, Mysore-570 015, Editor: M. Govinde Gowda (62, 2160, 1506, 2199)
humor-box (42, 140, 480, 310)
body-paragraph: ದೇವರ ಮುಂದೆ ನಿಂತಾಗ ನಾವು ಎಷ್ಟು ವಿನಮ್ರರೋ ಜ್ಞಾನದ ಮುಂದೆ ನಿಂತಾಗಲೂ ಅಷ್ಟೇ ವಿನಮ್ರರಾಗಿರಬೇಕು. (913, 1105, 1106, 1159)
registration-dot (815, 2262, 825, 2273)
group-photo (708, 1555, 1106, 1825)
letter-signature: –ಎಸ್.ಪಿ.ಹೃದಯರಾಜ್, ನಂಜನಗೂಡು ತಾಲ್ಲೂಕು. (261, 1598, 480, 1614)
registration-dot (1469, 2262, 1480, 2273)
article-center-media (708, 330, 1106, 1449)
body-paragraph: ಗಾಯಕರಾಗಿ ಅಗ್ರಮಾನ್ಯ ಎನಿಸಿದ ಅವರ ಅಭಿಮಾನಿಗಳಲ್ಲಿ ಅನ್ನದಾತರು, ದೀನರು ಎಂಬ ಭೇದವಿರಲಿಲ್ಲ. ಎಲ್ಲರಿಗೂ ಒಂದೇ ಬಗೆಯ ಪ್ರೀತಿ; ಎಲ್ಲರ ಬಗ್ಗೆಯೂ ಒಂದೇ ಬಗೆಯ ಗೌರವ. ಇದು ಬಾಯಿಮಾತಿನ ವಿನಯವಲ್ಲ, ಬದುಕಿನ ವಿನಯ. (1119, 332, 1312, 444)
